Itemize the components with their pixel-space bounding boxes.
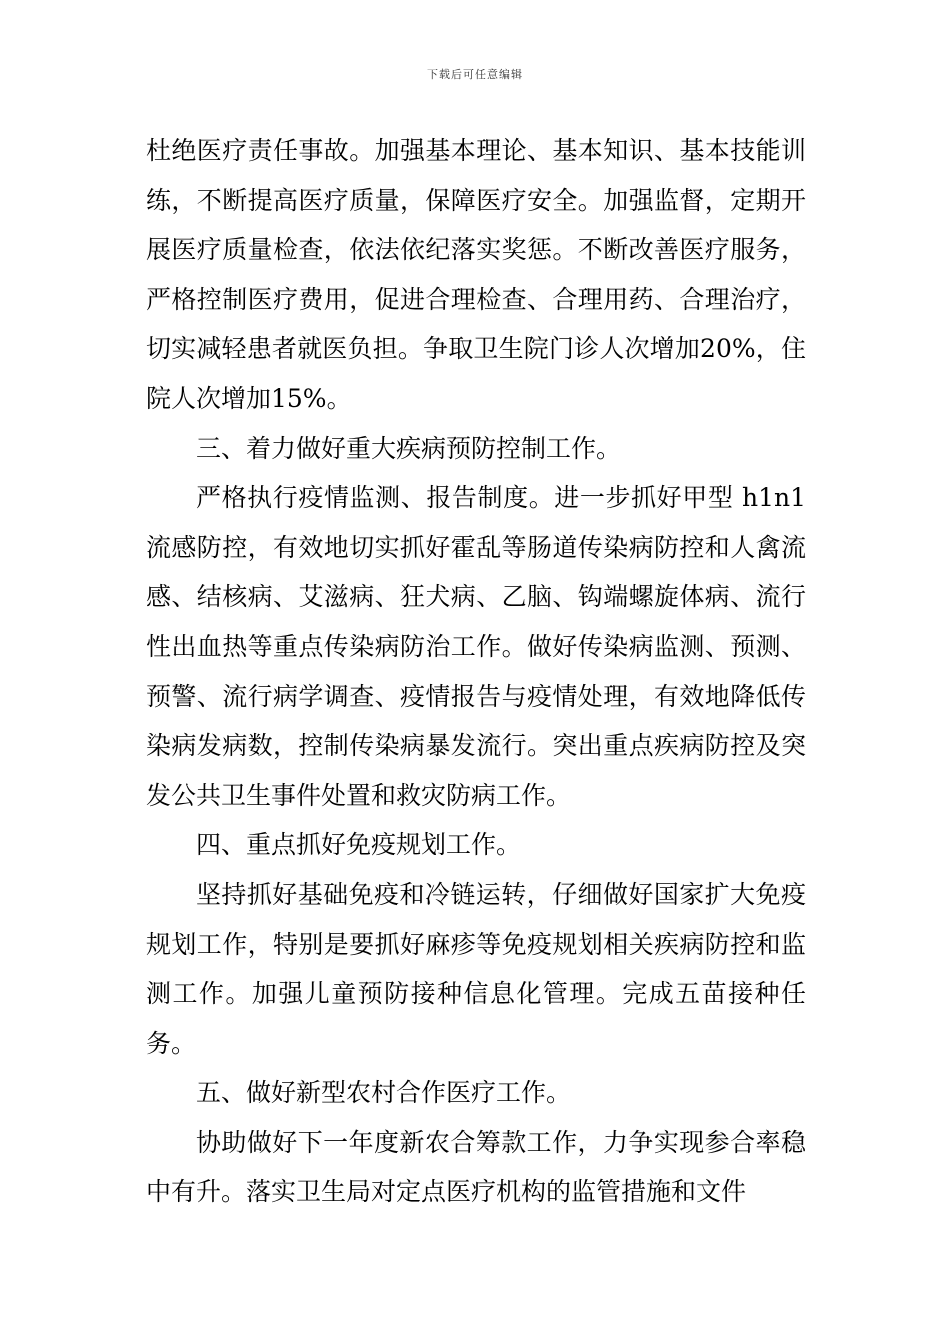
paragraph-5: 坚持抓好基础免疫和冷链运转，仔细做好国家扩大免疫规划工作，特别是要抓好麻疹等免疫规划相关疾病防控和监测工作。加强儿童预防接种信息化管理。完成五苗接种任务。	[146, 879, 806, 1058]
section-heading-4: 四、重点抓好免疫规划工作。	[196, 830, 522, 860]
document-body	[146, 126, 806, 1217]
paragraph-3: 严格执行疫情监测、报告制度。进一步抓好甲型 h1n1 流感防控，有效地切实抓好霍乱等肠道传染病防控和人禽流感、结核病、艾滋病、狂犬病、乙脑、钩端螺旋体病、流行性出血热等重点传染病防治工作。做好传染病监测、预测、预警、流行病学调查、疫情报告与疫情处理，有效地降低传染病发病数，控制传染病暴发流行。突出重点疾病防控及突发公共卫生事件处置和救灾防病工作。	[146, 483, 806, 810]
paragraph-1: 杜绝医疗责任事故。加强基本理论、基本知识、基本技能训练，不断提高医疗质量，保障医疗安全。加强监督，定期开展医疗质量检查，依法依纪落实奖惩。不断改善医疗服务，严格控制医疗费用，促进合理检查、合理用药、合理治疗，切实减轻患者就医负担。争取卫生院门诊人次增加20%，住院人次增加15%。	[146, 136, 806, 413]
section-heading-5: 五、做好新型农村合作医疗工作。	[196, 1078, 572, 1108]
section-heading-3: 三、着力做好重大疾病预防控制工作。	[196, 433, 622, 463]
header-note: 下载后可任意编辑	[427, 68, 523, 81]
paragraph-7: 协助做好下一年度新农合筹款工作，力争实现参合率稳中有升。落实卫生局对定点医疗机构的监管措施和文件	[146, 1127, 806, 1207]
